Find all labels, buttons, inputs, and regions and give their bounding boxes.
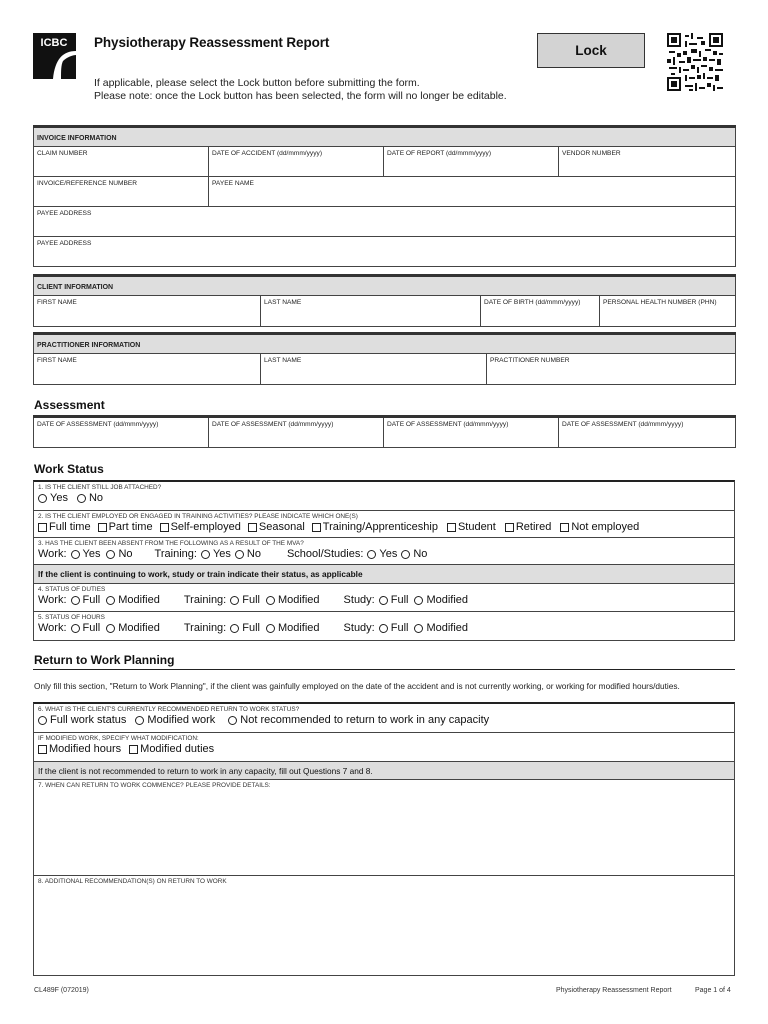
q3-training-no-radio[interactable]: No [235,548,261,560]
q3-row [34,538,734,565]
practitioner-information-table [33,332,736,385]
q5-training-modified-radio[interactable]: Modified [266,622,320,634]
continuing-status-band: If the client is continuing to work, study or train indicate their status, as applicable [34,565,734,584]
q3-training-label: Training: [154,548,197,560]
assessment-date-field-3[interactable]: DATE OF ASSESSMENT (dd/mmm/yyyy) [384,417,559,448]
payee-address-field-2[interactable]: PAYEE ADDRESS [34,237,736,267]
training-apprenticeship-checkbox[interactable]: Training/Apprenticeship [312,521,438,533]
checkbox-icon [38,745,47,754]
radio-icon [71,624,80,633]
radio-icon [38,716,47,725]
q5-training-full-radio[interactable]: Full [230,622,260,634]
radio-icon [106,596,115,605]
q3-work-yes-radio[interactable]: Yes [71,548,101,560]
form-title: Physiotherapy Reassessment Report [94,35,330,50]
radio-icon [230,624,239,633]
q3-school-label: School/Studies: [286,548,364,560]
q8-field[interactable] [34,876,734,975]
radio-icon [414,624,423,633]
q5-study-modified-radio[interactable]: Modified [414,622,468,634]
lock-note-line2: Please note: once the Lock button has been selected, the form will no longer be editable. [94,90,507,102]
q5-row [34,612,734,640]
practitioner-first-name-field[interactable]: FIRST NAME [34,354,261,385]
q4-study-label: Study: [343,594,375,606]
q5-study-label: Study: [343,622,375,634]
assessment-table [33,415,736,448]
checkbox-icon [312,523,321,532]
modification-label: IF MODIFIED WORK, SPECIFY WHAT MODIFICATION: [38,735,199,742]
client-information-table [33,274,736,327]
practitioner-number-field[interactable]: PRACTITIONER NUMBER [487,354,736,385]
rtw-heading: Return to Work Planning [34,653,175,667]
checkbox-icon [160,523,169,532]
radio-icon [414,596,423,605]
checkbox-icon [98,523,107,532]
invoice-section-header: INVOICE INFORMATION [34,127,736,147]
q4-work-modified-radio[interactable]: Modified [106,594,160,606]
radio-icon [367,550,376,559]
assessment-date-field-2[interactable]: DATE OF ASSESSMENT (dd/mmm/yyyy) [209,417,384,448]
rtw-note: Only fill this section, "Return to Work Planning", if the client was gainfully employed on the date of the accident and is not currently working, or working for modified hours/duties. [34,681,680,691]
vendor-number-field[interactable]: VENDOR NUMBER [559,147,736,177]
not-recommended-band: If the client is not recommended to return to work in any capacity, fill out Questions 7 and 8. [34,762,734,780]
q7-label: 7. WHEN CAN RETURN TO WORK COMMENCE? PLEASE PROVIDE DETAILS: [38,782,271,789]
lock-note-line1: If applicable, please select the Lock button before submitting the form. [94,77,420,89]
not-recommended-radio[interactable]: Not recommended to return to work in any capacity [228,714,489,726]
rtw-box [33,702,735,976]
radio-icon [201,550,210,559]
q4-study-modified-radio[interactable]: Modified [414,594,468,606]
payee-name-field[interactable]: PAYEE NAME [209,177,736,207]
radio-icon [266,624,275,633]
page-number: Page 1 of 4 [695,987,731,994]
rtw-divider [33,669,735,670]
full-work-status-radio[interactable]: Full work status [38,714,126,726]
q2-label: 2. IS THE CLIENT EMPLOYED OR ENGAGED IN TRAINING ACTIVITIES? PLEASE INDICATE WHICH ONE(S) [38,513,358,520]
q4-work-full-radio[interactable]: Full [71,594,101,606]
q4-study-full-radio[interactable]: Full [379,594,409,606]
q3-school-no-radio[interactable]: No [401,548,427,560]
q5-study-full-radio[interactable]: Full [379,622,409,634]
logo-text: ICBC [40,37,68,49]
assessment-heading: Assessment [34,398,105,412]
radio-icon [135,716,144,725]
radio-icon [379,596,388,605]
practitioner-last-name-field[interactable]: LAST NAME [261,354,487,385]
checkbox-icon [505,523,514,532]
q4-training-full-radio[interactable]: Full [230,594,260,606]
lock-button[interactable]: Lock [537,33,645,68]
checkbox-icon [38,523,47,532]
work-status-box [33,480,735,641]
assessment-date-field-4[interactable]: DATE OF ASSESSMENT (dd/mmm/yyyy) [559,417,736,448]
modified-duties-checkbox[interactable]: Modified duties [129,743,214,755]
part-time-checkbox[interactable]: Part time [98,521,153,533]
q5-work-modified-radio[interactable]: Modified [106,622,160,634]
q3-work-label: Work: [38,548,67,560]
retired-checkbox[interactable]: Retired [505,521,551,533]
radio-icon [77,494,86,503]
q8-label: 8. ADDITIONAL RECOMMENDATION(S) ON RETURN TO WORK [38,878,227,885]
q2-row [34,511,734,538]
q6-label: 6. WHAT IS THE CLIENT'S CURRENTLY RECOMMENDED RETURN TO WORK STATUS? [38,706,300,713]
radio-icon [235,550,244,559]
q4-training-label: Training: [183,594,227,606]
date-of-accident-field[interactable]: DATE OF ACCIDENT (dd/mmm/yyyy) [209,147,384,177]
not-employed-checkbox[interactable]: Not employed [560,521,639,533]
practitioner-section-header: PRACTITIONER INFORMATION [34,334,736,354]
claim-number-field[interactable]: CLAIM NUMBER [34,147,209,177]
radio-icon [106,624,115,633]
client-dob-field[interactable]: DATE OF BIRTH (dd/mmm/yyyy) [481,296,600,327]
invoice-reference-field[interactable]: INVOICE/REFERENCE NUMBER [34,177,209,207]
q4-row [34,584,734,612]
radio-icon [71,550,80,559]
modification-row [34,733,734,762]
invoice-information-table [33,125,736,267]
radio-icon [379,624,388,633]
assessment-date-field-1[interactable]: DATE OF ASSESSMENT (dd/mmm/yyyy) [34,417,209,448]
q3-work-no-radio[interactable]: No [106,548,132,560]
payee-address-field-1[interactable]: PAYEE ADDRESS [34,207,736,237]
radio-icon [228,716,237,725]
q1-row [34,482,734,511]
q7-field[interactable] [34,780,734,876]
footer-form-name: Physiotherapy Reassessment Report [556,987,672,994]
q3-training-yes-radio[interactable]: Yes [201,548,231,560]
radio-icon [266,596,275,605]
checkbox-icon [248,523,257,532]
q4-work-label: Work: [38,594,67,606]
date-of-report-field[interactable]: DATE OF REPORT (dd/mmm/yyyy) [384,147,559,177]
client-last-name-field[interactable]: LAST NAME [261,296,481,327]
radio-icon [230,596,239,605]
client-first-name-field[interactable]: FIRST NAME [34,296,261,327]
q3-school-yes-radio[interactable]: Yes [367,548,397,560]
client-phn-field[interactable]: PERSONAL HEALTH NUMBER (PHN) [600,296,736,327]
q6-row [34,704,734,733]
icbc-logo [33,33,76,79]
radio-icon [38,494,47,503]
q1-label: 1. IS THE CLIENT STILL JOB ATTACHED? [38,484,162,491]
client-section-header: CLIENT INFORMATION [34,276,736,296]
work-status-heading: Work Status [34,462,104,476]
q5-work-label: Work: [38,622,67,634]
q5-work-full-radio[interactable]: Full [71,622,101,634]
q1-yes-radio[interactable]: Yes [38,492,68,504]
radio-icon [71,596,80,605]
checkbox-icon [129,745,138,754]
student-checkbox[interactable]: Student [447,521,496,533]
full-time-checkbox[interactable]: Full time [38,521,91,533]
checkbox-icon [560,523,569,532]
q1-no-radio[interactable]: No [77,492,103,504]
self-employed-checkbox[interactable]: Self-employed [160,521,241,533]
radio-icon [106,550,115,559]
modified-work-radio[interactable]: Modified work [135,714,215,726]
checkbox-icon [447,523,456,532]
modified-hours-checkbox[interactable]: Modified hours [38,743,121,755]
qr-code [667,33,723,91]
form-code: CL489F (072019) [34,987,89,994]
q3-label: 3. HAS THE CLIENT BEEN ABSENT FROM THE FOLLOWING AS A RESULT OF THE MVA? [38,540,304,547]
radio-icon [401,550,410,559]
q4-training-modified-radio[interactable]: Modified [266,594,320,606]
q5-training-label: Training: [183,622,227,634]
q4-label: 4. STATUS OF DUTIES [38,586,106,593]
q5-label: 5. STATUS OF HOURS [38,614,105,621]
seasonal-checkbox[interactable]: Seasonal [248,521,305,533]
